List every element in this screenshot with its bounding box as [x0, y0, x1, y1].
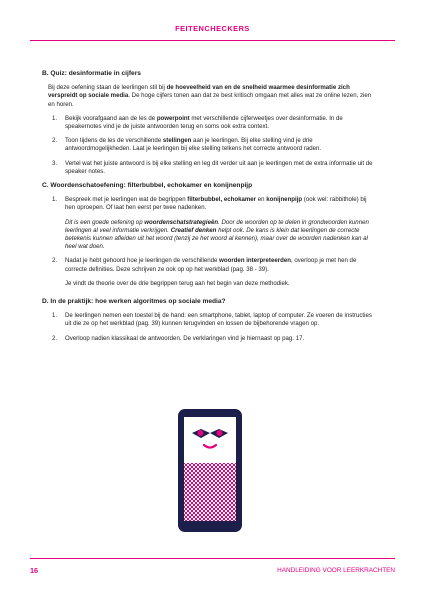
list-number: 3. [52, 159, 58, 167]
note-bold: woordenschatstrategieën [144, 218, 219, 226]
list-item [48, 160, 378, 176]
note-text: Dit is een goede oefening op [65, 218, 145, 226]
section-b-heading: B. Quiz: desinformatie in cijfers [42, 70, 141, 77]
list-item [48, 312, 378, 328]
note-text: helpt ook. De kans is klein dat leerlingen de correcte betekenis kunnen afleiden uit het woord (tenzij ze het woord al kennen), maar over de woorden nadenken kan al heel wat doen. [65, 226, 368, 251]
term-filterbubbel: filterbubbel [187, 196, 221, 204]
list-number: 2. [52, 334, 58, 342]
list-text: Toon tijdens de les de verschillende [65, 137, 163, 145]
list-item [48, 257, 378, 273]
list-text: met verschillende cijferweetjes over desinformatie. In de speakernotes vind je de juiste antwoorden terug en soms ook extra context. [65, 114, 343, 131]
term-echokamer: echokamer [223, 196, 257, 204]
list-item [48, 196, 378, 212]
section-c-note [65, 219, 378, 252]
term-konijnenpijp: konijnenpijp [266, 196, 303, 204]
section-c-list [48, 196, 378, 212]
section-b-intro [48, 84, 378, 109]
footer-handleiding: HANDLEIDING [277, 567, 321, 574]
footer-rule [30, 558, 395, 559]
list-number: 1. [52, 312, 58, 320]
page-number: 16 [30, 566, 39, 575]
header-rule [30, 40, 395, 41]
footer-voor: VOOR LEERKRACHTEN [320, 567, 395, 574]
list-number: 1. [52, 196, 58, 204]
list-number: 2. [52, 257, 58, 265]
section-c-sub: Je vindt de theorie over de drie begrippen terug aan het begin van deze methodiek. [65, 279, 290, 287]
intro-bold: de hoeveelheid van en de snelheid waarmee desinformatie zich verspreidt op sociale media [48, 84, 350, 100]
list-text: , overloop je met hen de correcte definities. Deze schrijven ze ook op op het werkblad (pag. 38 - 39). [65, 257, 357, 273]
section-c-heading: C. Woordenschatoefening: filterbubbel, echokamer en konijnenpijp [42, 182, 253, 190]
list-bold: powerpoint [156, 114, 190, 122]
page-content [42, 70, 378, 349]
list-number: 2. [52, 137, 58, 145]
section-c-list-2 [48, 257, 378, 273]
note-text: . Door de woorden op te delen in grondwoorden kunnen leerlingen al veel informatie verkrijgen. [65, 218, 369, 234]
list-item [48, 115, 378, 131]
list-text: Bekijk voorafgaand aan de les de [65, 114, 157, 122]
list-item [48, 335, 378, 343]
list-text: Overloop nadien klassikaal de antwoorden. De verklaringen vind je hiernaast op pag. 17. [65, 334, 305, 342]
list-text: aan je leerlingen. Bij elke stelling vind je drie antwoordmogelijkheden. Laat je leerlingen bij elke stelling telkens het correcte antwoord raden. [65, 137, 322, 153]
note-bold: Creatief denken [170, 226, 217, 234]
list-item [48, 137, 378, 153]
list-text: , [220, 196, 224, 204]
smartphone-illustration [177, 408, 243, 533]
list-text: (ook wel: rabbithole) bij hen oproepen. Of laat hen eerst per twee nadenken. [65, 196, 367, 212]
section-b-list [48, 115, 378, 176]
intro-text-end: . De hoge cijfers tonen aan dat ze best kritisch omgaan met alles wat ze online lezen, zien en horen. [48, 92, 372, 108]
section-d-heading: D. In de praktijk: hoe werken algoritmes op sociale media? [42, 298, 226, 306]
page-header-title: FEITENCHECKERS [175, 24, 250, 33]
list-text: De leerlingen nemen een toestel bij de hand: een smartphone, tablet, laptop of computer. Ze voeren de instructies uit die ze op het werkblad (pag. 39) kunnen terugvinden en lossen de bijbehorende vragen op. [65, 312, 372, 328]
list-text: Nadat je hebt gehoord hoe je leerlingen de verschillende [65, 257, 220, 265]
intro-text: Bij deze oefening staan de leerlingen stil bij [48, 84, 167, 92]
section-d-list [48, 312, 378, 343]
list-number: 1. [52, 114, 58, 122]
list-bold: stellingen [162, 137, 192, 145]
footer-title [277, 567, 395, 574]
list-text: Bespreek met je leerlingen wat de begrippen [65, 196, 188, 204]
list-text: Vertel wat het juiste antwoord is bij elke stelling en leg dit verder uit aan je leerlingen met de extra informatie uit de speaker notes. [65, 159, 373, 175]
list-bold: woorden interpreteerden [219, 257, 291, 265]
list-text: en [256, 196, 267, 204]
